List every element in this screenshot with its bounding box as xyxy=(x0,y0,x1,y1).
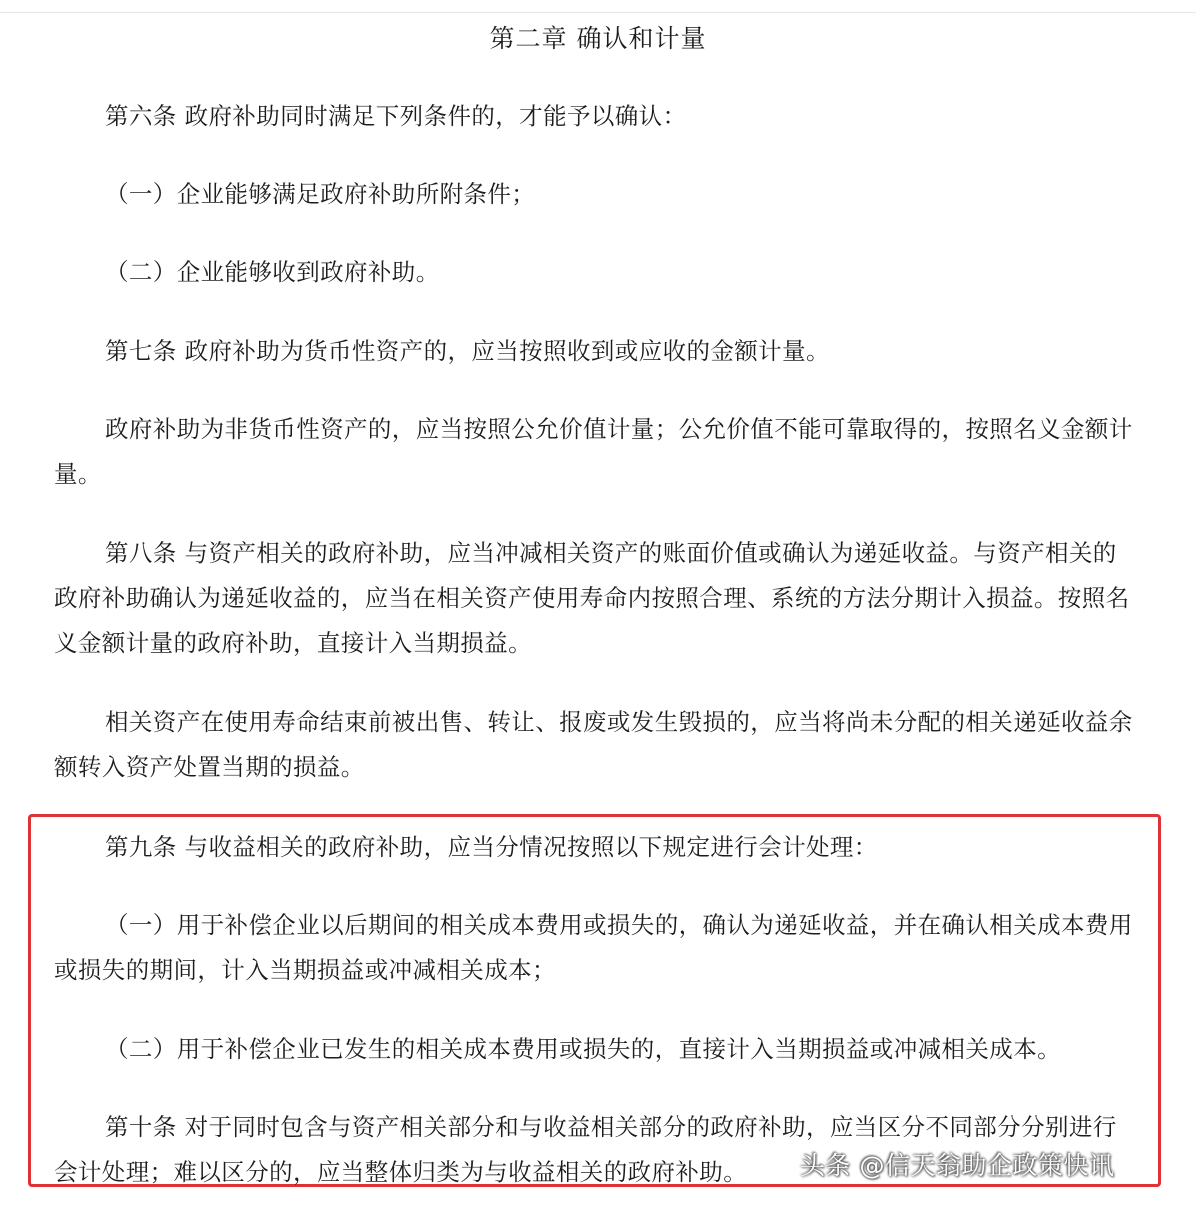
article-9-item-1: （一）用于补偿企业以后期间的相关成本费用或损失的，确认为递延收益，并在确认相关成本费用或损失的期间，计入当期损益或冲减相关成本； xyxy=(54,911,1133,984)
article-7-non-monetary: 政府补助为非货币性资产的，应当按照公允价值计量；公允价值不能可靠取得的，按照名义金额计量。 xyxy=(54,415,1133,488)
article-9-item-2: （二）用于补偿企业已发生的相关成本费用或损失的，直接计入当期损益或冲减相关成本。 xyxy=(105,1035,1061,1063)
article-8: 第八条 与资产相关的政府补助，应当冲减相关资产的账面价值或确认为递延收益。与资产相关的政府补助确认为递延收益的，应当在相关资产使用寿命内按照合理、系统的方法分期计入损益。按照名义金额计量的政府补助，直接计入当期损益。 xyxy=(54,539,1130,657)
article-8-disposal: 相关资产在使用寿命结束前被出售、转让、报废或发生毁损的，应当将尚未分配的相关递延收益余额转入资产处置当期的损益。 xyxy=(54,708,1133,781)
chapter-title: 第二章 确认和计量 xyxy=(489,24,707,53)
article-6-item-2: （二）企业能够收到政府补助。 xyxy=(105,258,440,286)
article-9: 第九条 与收益相关的政府补助，应当分情况按照以下规定进行会计处理： xyxy=(105,833,878,861)
article-6-item-1: （一）企业能够满足政府补助所附条件； xyxy=(105,180,536,208)
article-10: 第十条 对于同时包含与资产相关部分和与收益相关部分的政府补助，应当区分不同部分分别进行会计处理；难以区分的，应当整体归类为与收益相关的政府补助。 xyxy=(54,1113,1117,1186)
article-6: 第六条 政府补助同时满足下列条件的，才能予以确认： xyxy=(105,102,687,130)
article-7: 第七条 政府补助为货币性资产的，应当按照收到或应收的金额计量。 xyxy=(105,337,830,365)
top-divider xyxy=(0,12,1196,13)
watermark: 头条 @信天翁助企政策快讯 xyxy=(800,1151,1115,1180)
